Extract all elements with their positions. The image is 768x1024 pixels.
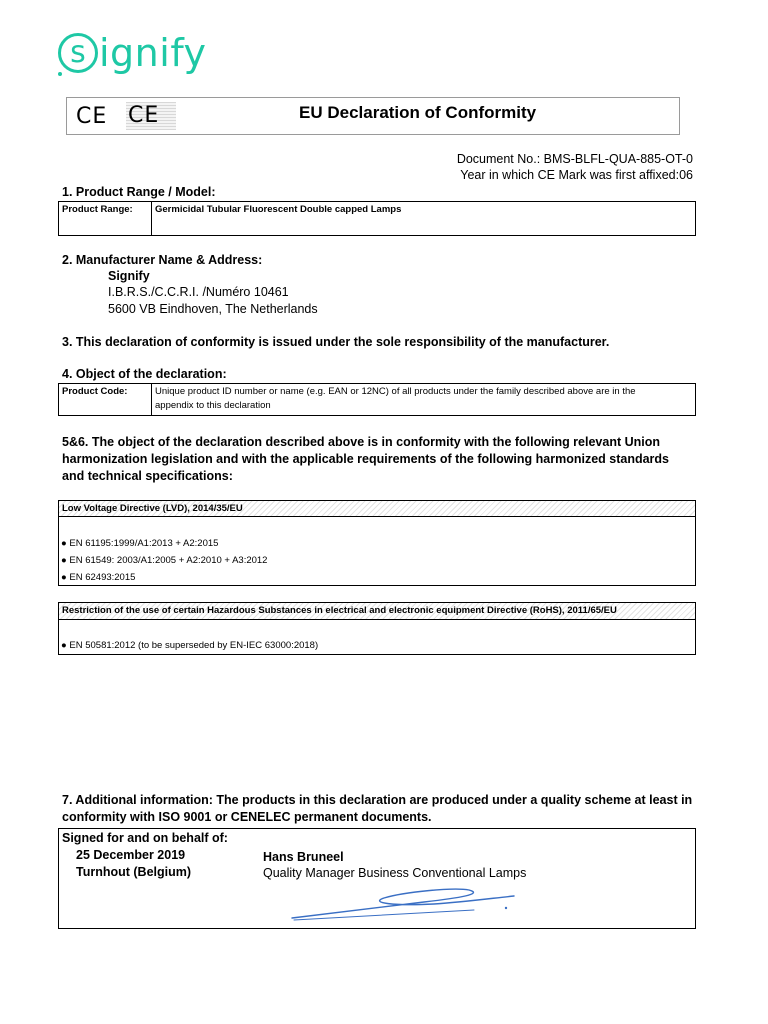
lvd-standard-1: ● EN 61195:1999/A1:2013 + A2:2015 xyxy=(61,538,219,549)
signed-for-label: Signed for and on behalf of: xyxy=(62,831,228,845)
section56-line2: harmonization legislation and with the applicable requirements of the following harmonized standards xyxy=(62,452,670,466)
product-code-value-line2: appendix to this declaration xyxy=(155,400,271,411)
signature-date: 25 December 2019 xyxy=(76,848,186,862)
rohs-title: Restriction of the use of certain Hazardous Substances in electrical and electronic equipment Directive (RoHS), 2011/65/EU xyxy=(62,605,617,616)
product-range-table xyxy=(58,201,696,236)
section2-heading: 2. Manufacturer Name & Address: xyxy=(62,253,263,267)
product-range-value: Germicidal Tubular Fluorescent Double capped Lamps xyxy=(155,204,402,215)
manufacturer-address-line1: I.B.R.S./C.C.R.I. /Numéro 10461 xyxy=(108,285,289,299)
signature-place: Turnhout (Belgium) xyxy=(76,865,192,879)
section7-line1: 7. Additional information: The products in this declaration are produced under a quality scheme at least in xyxy=(62,793,693,807)
product-code-value-line1: Unique product ID number or name (e.g. EAN or 12NC) of all products under the family described above are in the xyxy=(155,386,636,397)
ce-mark-icon: CE xyxy=(76,104,108,129)
document-number: Document No.: BMS-BLFL-QUA-885-OT-0 xyxy=(456,152,693,166)
lvd-title: Low Voltage Directive (LVD), 2014/35/EU xyxy=(62,503,243,514)
section56-line3: and technical specifications: xyxy=(62,469,233,483)
product-code-label: Product Code: xyxy=(62,386,128,397)
signatory-role: Quality Manager Business Conventional Lamps xyxy=(263,866,527,880)
product-code-table xyxy=(58,383,696,416)
product-range-label: Product Range: xyxy=(62,204,133,215)
section3-heading: 3. This declaration of conformity is issued under the sole responsibility of the manufacturer. xyxy=(62,335,610,349)
section1-heading: 1. Product Range / Model: xyxy=(62,185,216,199)
lvd-standard-2: ● EN 61549: 2003/A1:2005 + A2:2010 + A3:2012 xyxy=(61,555,268,566)
manufacturer-name: Signify xyxy=(108,269,150,283)
ce-year: Year in which CE Mark was first affixed:06 xyxy=(460,168,693,182)
lvd-standard-3: ● EN 62493:2015 xyxy=(61,572,136,583)
ce-mark-shaded-icon: CE xyxy=(126,102,176,130)
section56-line1: 5&6. The object of the declaration described above is in conformity with the following relevant Union xyxy=(62,435,661,449)
lvd-table xyxy=(58,500,696,586)
handwritten-signature xyxy=(284,884,544,924)
manufacturer-address-line2: 5600 VB Eindhoven, The Netherlands xyxy=(108,302,318,316)
section7-line2: conformity with ISO 9001 or CENELEC permanent documents. xyxy=(62,810,432,824)
signatory-name: Hans Bruneel xyxy=(263,850,344,864)
signature-box xyxy=(58,828,696,929)
logo-dot xyxy=(58,72,62,76)
rohs-table xyxy=(58,602,696,655)
signify-logo xyxy=(58,28,207,78)
section4-heading: 4. Object of the declaration: xyxy=(62,367,227,381)
rohs-standard-1: ● EN 50581:2012 (to be superseded by EN-IEC 63000:2018) xyxy=(61,640,319,651)
page-title: EU Declaration of Conformity xyxy=(299,103,537,122)
logo-s-circle: s xyxy=(58,33,98,73)
logo-text: ignify xyxy=(99,31,207,75)
